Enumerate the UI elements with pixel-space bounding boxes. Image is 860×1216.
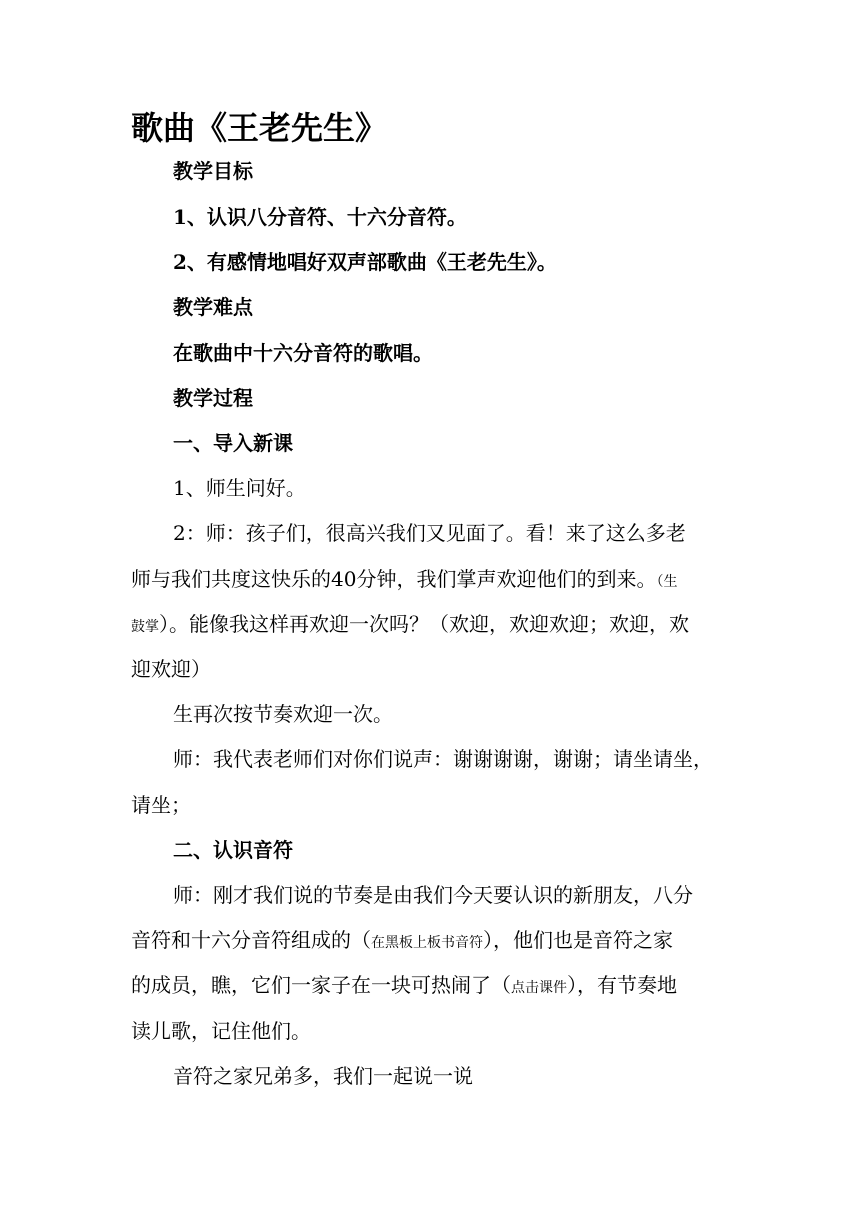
s2-paragraph-2: 音符之家兄弟多，我们一起说一说 <box>173 1064 473 1088</box>
process-heading: 教学过程 <box>173 386 253 410</box>
objectives-heading: 教学目标 <box>173 159 253 183</box>
s1-p2-line2-main: 师与我们共度这快乐的40分钟，我们掌声欢迎他们的到来。 <box>131 567 657 591</box>
s1-p2-line2-note: （生 <box>656 574 678 590</box>
s2-paragraph-1-line-2 <box>131 926 673 957</box>
objective-2: 2、有感情地唱好双声部歌曲《王老先生》。 <box>173 250 557 274</box>
s1-paragraph-2-line-3 <box>131 610 689 641</box>
s2-paragraph-1-line-3 <box>131 971 677 1002</box>
s1-p2-line3-note: 鼓掌 <box>131 619 159 635</box>
s1-item-1: 1、师生问好。 <box>173 476 306 500</box>
s1-paragraph-4-line-1: 师：我代表老师们对你们说声：谢谢谢谢，谢谢；请坐请坐， <box>173 747 713 771</box>
s2-p1-line3-a: 的成员，瞧，它们一家子在一块可热闹了（ <box>131 973 511 997</box>
s2-paragraph-1-line-4: 读儿歌，记住他们。 <box>131 1019 311 1043</box>
section-1-heading: 一、导入新课 <box>173 431 293 455</box>
s2-p1-line3-b: ），有节奏地 <box>567 973 677 997</box>
s2-p1-line2-a: 音符和十六分音符组成的（ <box>131 928 371 952</box>
s2-p1-line3-note: 点击课件 <box>511 980 567 996</box>
s2-p1-line2-note: 在黑板上板书音符 <box>371 935 483 951</box>
s1-paragraph-2-line-2 <box>131 565 677 596</box>
section-2-heading: 二、认识音符 <box>173 838 293 862</box>
objective-1: 1、认识八分音符、十六分音符。 <box>173 205 467 229</box>
s2-p1-line2-b: ），他们也是音符之家 <box>483 928 673 952</box>
s1-paragraph-2-line-4: 迎欢迎） <box>131 657 211 681</box>
difficulty-heading: 教学难点 <box>173 295 253 319</box>
s1-p2-line3-main: ）。能像我这样再欢迎一次吗？（欢迎，欢迎欢迎；欢迎，欢 <box>159 612 689 636</box>
difficulty-text: 在歌曲中十六分音符的歌唱。 <box>173 341 433 365</box>
document-title: 歌曲《王老先生》 <box>131 109 388 147</box>
s1-paragraph-4-line-2: 请坐； <box>131 793 191 817</box>
s1-paragraph-2-line-1: 2：师：孩子们，很高兴我们又见面了。看！来了这么多老 <box>173 521 686 545</box>
s2-paragraph-1-line-1: 师：刚才我们说的节奏是由我们今天要认识的新朋友，八分 <box>173 883 693 907</box>
s1-paragraph-3: 生再次按节奏欢迎一次。 <box>173 702 393 726</box>
